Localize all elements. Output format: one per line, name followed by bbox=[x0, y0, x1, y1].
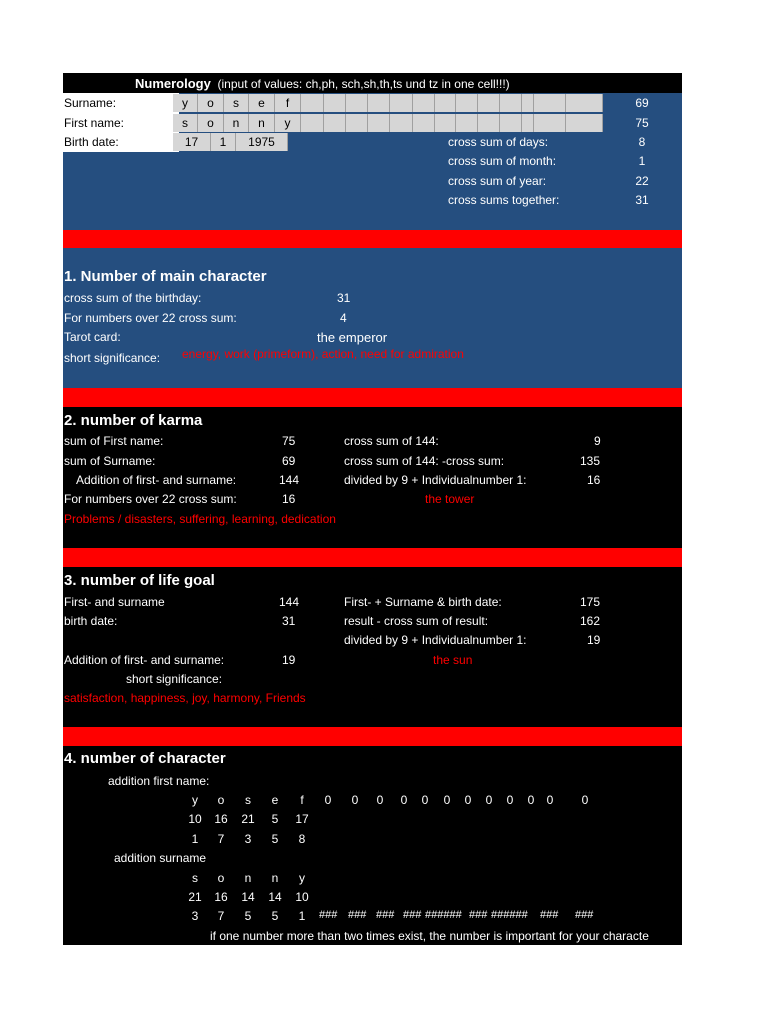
char-first-letter: e bbox=[271, 793, 279, 807]
char-zero: 0 bbox=[581, 793, 589, 807]
cross-month-label: cross sum of month: bbox=[448, 154, 557, 168]
char-zero: 0 bbox=[464, 793, 472, 807]
empty-cell[interactable] bbox=[456, 114, 478, 132]
char-hash: ###### bbox=[425, 909, 462, 921]
karma-cs144-value: 9 bbox=[594, 434, 601, 448]
significance-label: short significance: bbox=[64, 351, 161, 365]
empty-cell[interactable] bbox=[522, 94, 534, 112]
char-zero: 0 bbox=[485, 793, 493, 807]
empty-cell[interactable] bbox=[500, 94, 522, 112]
firstname-letter-cell[interactable]: y bbox=[275, 114, 301, 132]
char-sur-letter: o bbox=[217, 871, 225, 885]
char-hash: ### bbox=[403, 909, 422, 921]
cross-year-value: 22 bbox=[635, 174, 649, 188]
empty-cell[interactable] bbox=[368, 94, 390, 112]
char-sur-letter: n bbox=[244, 871, 252, 885]
birthdate-input-row[interactable] bbox=[173, 133, 288, 151]
significance-value: energy, work (primeform), action, need for admiration bbox=[182, 347, 464, 361]
karma-add-label: Addition of first- and surname: bbox=[76, 473, 237, 487]
char-first-value: 17 bbox=[295, 812, 309, 826]
empty-cell[interactable] bbox=[566, 114, 603, 132]
empty-cell[interactable] bbox=[390, 94, 413, 112]
empty-cell[interactable] bbox=[324, 114, 346, 132]
divider-1 bbox=[63, 230, 682, 248]
lg-sig-label: short significance: bbox=[126, 672, 223, 686]
char-sur-value: 16 bbox=[214, 890, 228, 904]
char-sur-reduced: 1 bbox=[298, 909, 306, 923]
karma-add-value: 144 bbox=[279, 473, 300, 487]
char-hash: ### bbox=[469, 909, 488, 921]
empty-cell[interactable] bbox=[522, 114, 534, 132]
char-sur-value: 14 bbox=[241, 890, 255, 904]
empty-cell[interactable] bbox=[413, 114, 435, 132]
karma-meaning: Problems / disasters, suffering, learning, dedication bbox=[64, 512, 336, 526]
lg-fsb-value: 175 bbox=[580, 595, 601, 609]
karma-first-value: 75 bbox=[282, 434, 296, 448]
divider-4 bbox=[63, 727, 682, 746]
birthdate-label: Birth date: bbox=[64, 135, 119, 149]
cross-total-value: 31 bbox=[635, 193, 649, 207]
char-zero: 0 bbox=[443, 793, 451, 807]
cross-month-value: 1 bbox=[638, 154, 646, 168]
lg-meaning: satisfaction, happiness, joy, harmony, Friends bbox=[64, 691, 306, 705]
empty-cell[interactable] bbox=[324, 94, 346, 112]
karma-sur-label: sum of Surname: bbox=[64, 454, 156, 468]
char-sur-value: 14 bbox=[268, 890, 282, 904]
char-sur-letter: y bbox=[299, 871, 305, 885]
birth-month-cell[interactable]: 1 bbox=[211, 133, 236, 151]
birth-day-cell[interactable]: 17 bbox=[173, 133, 211, 151]
cross-total-label: cross sums together: bbox=[448, 193, 560, 207]
char-zero: 0 bbox=[506, 793, 514, 807]
char-zero: 0 bbox=[376, 793, 384, 807]
firstname-input-row[interactable] bbox=[173, 114, 603, 132]
lg-result-label: result - cross sum of result: bbox=[344, 614, 489, 628]
char-sur-reduced: 7 bbox=[217, 909, 225, 923]
char-sur-value: 21 bbox=[188, 890, 202, 904]
lg-add-label: Addition of first- and surname: bbox=[64, 653, 225, 667]
karma-cs144-label: cross sum of 144: bbox=[344, 434, 439, 448]
firstname-letter-cell[interactable]: s bbox=[173, 114, 198, 132]
char-zero: 0 bbox=[546, 793, 554, 807]
empty-cell[interactable] bbox=[478, 114, 500, 132]
over22-label: For numbers over 22 cross sum: bbox=[64, 311, 237, 325]
char-sur-reduced: 5 bbox=[244, 909, 252, 923]
char-first-reduced: 3 bbox=[244, 832, 252, 846]
lg-names-label: First- and surname bbox=[64, 595, 165, 609]
firstname-letter-cell[interactable]: n bbox=[224, 114, 249, 132]
karma-div-label: divided by 9 + Individualnumber 1: bbox=[344, 473, 527, 487]
birthday-cross-value: 31 bbox=[337, 291, 351, 305]
firstname-sum: 75 bbox=[635, 116, 649, 130]
tarot-label: Tarot card: bbox=[64, 330, 121, 344]
empty-cell[interactable] bbox=[534, 114, 566, 132]
empty-cell[interactable] bbox=[346, 94, 368, 112]
empty-cell[interactable] bbox=[500, 114, 522, 132]
divider-2 bbox=[63, 388, 682, 407]
surname-letter-cell[interactable]: e bbox=[249, 94, 275, 112]
char-zero: 0 bbox=[324, 793, 332, 807]
empty-cell[interactable] bbox=[566, 94, 603, 112]
char-sur-value: 10 bbox=[295, 890, 309, 904]
over22-value: 4 bbox=[340, 311, 347, 325]
empty-cell[interactable] bbox=[368, 114, 390, 132]
app-subtitle: (input of values: ch,ph, sch,sh,th,ts und tz in one cell!!!) bbox=[217, 77, 510, 91]
lg-birth-value: 31 bbox=[282, 614, 296, 628]
main-character-title: 1. Number of main character bbox=[64, 268, 267, 285]
tarot-value: the emperor bbox=[317, 330, 388, 345]
cross-days-label: cross sum of days: bbox=[448, 135, 549, 149]
karma-over22-value: 16 bbox=[282, 492, 296, 506]
empty-cell[interactable] bbox=[390, 114, 413, 132]
life-goal-title: 3. number of life goal bbox=[64, 572, 215, 589]
char-first-reduced: 5 bbox=[271, 832, 279, 846]
char-first-reduced: 7 bbox=[217, 832, 225, 846]
char-sur-letter: n bbox=[271, 871, 279, 885]
firstname-label: First name: bbox=[64, 116, 125, 130]
char-sur-letter: s bbox=[192, 871, 198, 885]
character-title: 4. number of character bbox=[64, 750, 226, 767]
cross-year-label: cross sum of year: bbox=[448, 174, 547, 188]
karma-cs144b-label: cross sum of 144: -cross sum: bbox=[344, 454, 505, 468]
cross-days-value: 8 bbox=[638, 135, 646, 149]
char-zero: 0 bbox=[351, 793, 359, 807]
char-hash: ### bbox=[319, 909, 338, 921]
char-sur-reduced: 5 bbox=[271, 909, 279, 923]
divider-3 bbox=[63, 548, 682, 567]
surname-input-row[interactable] bbox=[173, 94, 603, 112]
surname-letter-cell[interactable]: f bbox=[275, 94, 301, 112]
lg-div-label: divided by 9 + Individualnumber 1: bbox=[344, 633, 527, 647]
empty-cell[interactable] bbox=[456, 94, 478, 112]
char-hash: ### bbox=[348, 909, 367, 921]
surname-letter-cell[interactable]: s bbox=[224, 94, 249, 112]
karma-cs144b-value: 135 bbox=[580, 454, 601, 468]
empty-cell[interactable] bbox=[346, 114, 368, 132]
char-first-letter: o bbox=[217, 793, 225, 807]
surname-letter-cell[interactable]: y bbox=[173, 94, 198, 112]
char-hash: ### bbox=[575, 909, 594, 921]
char-hash: ### bbox=[540, 909, 559, 921]
char-zero: 0 bbox=[400, 793, 408, 807]
char-first-letter: y bbox=[192, 793, 198, 807]
surname-letter-cell[interactable]: o bbox=[198, 94, 224, 112]
empty-cell[interactable] bbox=[413, 94, 435, 112]
karma-div-value: 16 bbox=[587, 473, 601, 487]
surname-label: Surname: bbox=[64, 96, 117, 110]
empty-cell[interactable] bbox=[478, 94, 500, 112]
lg-names-value: 144 bbox=[279, 595, 300, 609]
empty-cell[interactable] bbox=[435, 114, 456, 132]
char-hash: ### bbox=[376, 909, 395, 921]
char-first-value: 21 bbox=[241, 812, 255, 826]
firstname-letter-cell[interactable]: o bbox=[198, 114, 224, 132]
char-zero: 0 bbox=[527, 793, 535, 807]
karma-first-label: sum of First name: bbox=[64, 434, 164, 448]
char-first-letter: f bbox=[300, 793, 304, 807]
karma-title: 2. number of karma bbox=[64, 412, 203, 429]
char-zero: 0 bbox=[421, 793, 429, 807]
surname-sum: 69 bbox=[635, 96, 649, 110]
lg-card: the sun bbox=[433, 653, 473, 667]
lg-add-value: 19 bbox=[282, 653, 296, 667]
empty-cell[interactable] bbox=[534, 94, 566, 112]
lg-result-value: 162 bbox=[580, 614, 601, 628]
char-first-value: 5 bbox=[271, 812, 279, 826]
lg-fsb-label: First- + Surname & birth date: bbox=[344, 595, 502, 609]
char-sur-label: addition surname bbox=[114, 851, 207, 865]
char-first-letter: s bbox=[245, 793, 251, 807]
char-first-value: 10 bbox=[188, 812, 202, 826]
char-first-label: addition first name: bbox=[108, 774, 210, 788]
char-sur-reduced: 3 bbox=[191, 909, 199, 923]
empty-cell[interactable] bbox=[435, 94, 456, 112]
empty-cell[interactable] bbox=[301, 94, 324, 112]
birthday-cross-label: cross sum of the birthday: bbox=[64, 291, 202, 305]
karma-over22-label: For numbers over 22 cross sum: bbox=[64, 492, 237, 506]
char-first-reduced: 8 bbox=[298, 832, 306, 846]
lg-birth-label: birth date: bbox=[64, 614, 118, 628]
char-first-reduced: 1 bbox=[191, 832, 199, 846]
empty-cell[interactable] bbox=[301, 114, 324, 132]
karma-card: the tower bbox=[425, 492, 475, 506]
birth-year-cell[interactable]: 1975 bbox=[236, 133, 288, 151]
char-hash: ###### bbox=[491, 909, 528, 921]
firstname-letter-cell[interactable]: n bbox=[249, 114, 275, 132]
char-first-value: 16 bbox=[214, 812, 228, 826]
karma-sur-value: 69 bbox=[282, 454, 296, 468]
lg-div-value: 19 bbox=[587, 633, 601, 647]
app-title: Numerology bbox=[135, 76, 211, 91]
char-note: if one number more than two times exist, the number is important for your characte bbox=[210, 929, 649, 943]
